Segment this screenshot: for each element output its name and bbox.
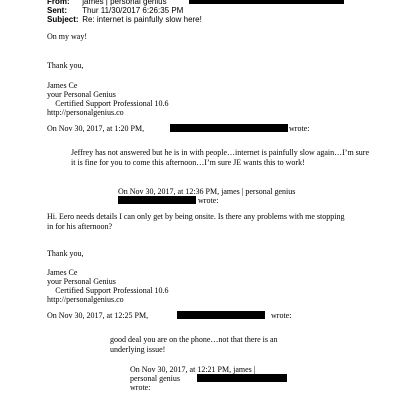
quote-wrote: wrote: <box>130 383 151 392</box>
sig-link[interactable]: http://personalgenius.co <box>47 295 124 304</box>
quote-wrote: wrote: <box>271 311 292 320</box>
quote-wrote: wrote: <box>198 196 219 205</box>
quote-text: Hi. Eero needs details I can only get by being onsite. Is there any problems with me stopping in for his afternoon? <box>47 212 345 231</box>
quote-wrote: wrote: <box>289 124 310 133</box>
quote-text: good deal you are on the phone…not that there is an underlying issue! <box>110 335 278 354</box>
redaction-bar <box>177 311 265 319</box>
signoff: Thank you, <box>47 249 84 258</box>
quote-text: Jeffrey has not answered but he is in with people…internet is painfully slow again…I’m sure it is fine for you to come this afternoon…I’m sure JE wants this to work! <box>71 148 370 167</box>
sig-cert: Certified Support Professional 10.6 <box>47 99 161 108</box>
sig-title: your Personal Genius <box>47 277 116 286</box>
subject-label: Subject: <box>47 15 79 24</box>
from-label: From: <box>47 0 70 6</box>
subject-value: Re: internet is painfully slow here! <box>82 15 202 24</box>
redaction-bar <box>249 0 344 4</box>
header-sent <box>47 6 183 15</box>
redaction-bar <box>118 196 196 204</box>
sent-label: Sent: <box>47 6 67 15</box>
signoff: Thank you, <box>47 61 84 70</box>
message-line: On my way! <box>47 32 87 41</box>
quote-header: On Nov 30, 2017, at 12:21 PM, james | <box>130 365 256 374</box>
quote-header-line2: personal genius <box>130 374 180 383</box>
header-subject <box>47 15 202 24</box>
quote-header: On Nov 30, 2017, at 12:25 PM, <box>47 311 149 320</box>
sig-name: James Ce <box>47 268 78 277</box>
from-value: james | personal genius <box>82 0 167 6</box>
quote-header: On Nov 30, 2017, at 1:20 PM, <box>47 124 145 133</box>
sent-value: Thur 11/30/2017 6:26:35 PM <box>82 6 184 15</box>
sig-name: James Ce <box>47 81 78 90</box>
redaction-bar <box>197 374 287 382</box>
redaction-bar <box>232 124 288 132</box>
quote-header: On Nov 30, 2017, at 12:36 PM, james | personal genius <box>118 187 296 196</box>
sig-link[interactable]: http://personalgenius.co <box>47 108 124 117</box>
sig-cert: Certified Support Professional 10.6 <box>47 286 161 295</box>
sig-title: your Personal Genius <box>47 90 116 99</box>
